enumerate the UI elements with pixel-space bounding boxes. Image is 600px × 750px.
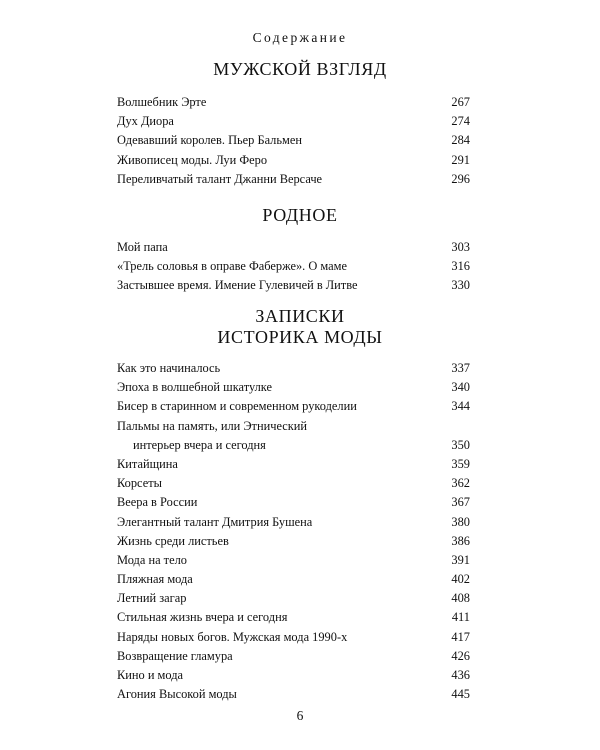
toc-entry[interactable] [117,551,470,570]
toc-entry[interactable] [117,170,470,189]
toc-entry-page: 386 [451,533,470,548]
toc-entry-title: Мода на тело [117,552,187,567]
toc-entry-page: 359 [451,456,470,471]
toc-entry-page: 316 [451,259,470,274]
running-head: Содержание [252,30,348,45]
toc-entry[interactable] [117,455,470,474]
toc-entry[interactable] [117,685,470,704]
toc-entry-title: Застывшее время. Имение Гулевичей в Литве [117,278,358,293]
toc-entry-title: Корсеты [117,476,162,491]
toc-entry-title: Как это начиналось [117,361,221,375]
toc-entry[interactable] [117,397,470,416]
toc-entry[interactable] [117,359,470,378]
toc-entry[interactable] [117,257,470,276]
toc-entry-page: 340 [451,380,470,395]
toc-entry-title: «Трель соловья в оправе Фаберже». О маме [117,259,348,274]
toc-entry-title: Элегантный талант Дмитрия Бушена [117,514,313,529]
toc-entry-page: 411 [451,610,470,625]
toc-entry-title: Стильная жизнь вчера и сегодня [117,610,288,625]
toc-entry-page: 337 [451,360,470,375]
toc-entry-page: 391 [451,552,470,567]
toc-entry[interactable] [117,238,470,257]
toc-list-fashion-history [117,359,470,704]
section-title-line: ИСТОРИКА МОДЫ [217,327,383,347]
toc-entry[interactable] [117,493,470,512]
toc-entry-page: 445 [451,687,470,702]
toc-list-male-gaze [117,93,470,189]
toc-entry-page: 380 [451,514,470,529]
toc-entry[interactable] [117,647,470,666]
section-title-line: РОДНОЕ [262,205,338,225]
toc-entry-title: Бисер в старинном и современном рукоделии [117,399,357,414]
toc-entry-page: 296 [451,171,470,186]
toc-entry-page: 344 [451,399,470,414]
toc-entry[interactable] [117,474,470,493]
toc-entry-title: Дух Диора [117,114,174,129]
toc-entry-title: Агония Высокой моды [117,687,237,702]
toc-entry[interactable] [117,276,470,295]
toc-entry-title: Мой папа [117,240,168,254]
toc-entry-title: Веера в России [117,495,198,510]
toc-entry[interactable] [117,589,470,608]
toc-entry-page: 274 [451,114,470,129]
toc-entry[interactable] [117,112,470,131]
toc-entry-page: 350 [451,437,470,452]
toc-entry-page: 408 [451,591,470,606]
toc-entry-page: 303 [451,239,470,254]
page-number: 6 [296,708,304,723]
toc-entry[interactable] [117,417,470,455]
toc-entry-title: Одевавший королев. Пьер Бальмен [117,133,302,148]
toc-entry-title: Наряды новых богов. Мужская мода 1990-х [117,629,348,644]
toc-entry-page: 362 [451,476,470,491]
toc-entry-title: Возвращение гламура [117,648,233,663]
section-title-line: ЗАПИСКИ [255,306,345,326]
toc-entry-page: 267 [451,94,470,109]
toc-entry-title: Летний загар [117,591,187,606]
toc-entry-page: 291 [451,152,470,167]
toc-entry[interactable] [117,131,470,150]
toc-entry[interactable] [117,378,470,397]
toc-entry-page: 426 [451,648,470,663]
toc-entry[interactable] [117,513,470,532]
toc-entry-page: 330 [451,278,470,293]
section-title-native [0,205,600,226]
toc-entry-page: 284 [451,133,470,148]
toc-entry[interactable] [117,666,470,685]
toc-entry-title: Эпоха в волшебной шкатулке [117,380,273,395]
toc-entry-title: Живописец моды. Луи Феро [117,152,268,167]
toc-list-native [117,238,470,296]
toc-entry[interactable] [117,628,470,647]
toc-entry-title: Пальмы на память, или Этнический интерьер вчера и сегодня [117,418,308,452]
toc-entry-title: Жизнь среди листьев [117,533,229,548]
toc-entry[interactable] [117,151,470,170]
toc-entry[interactable] [117,608,470,627]
section-title-male-gaze [0,59,600,80]
toc-entry[interactable] [117,93,470,112]
toc-entry-title: Волшебник Эрте [117,95,207,109]
section-title-line: МУЖСКОЙ ВЗГЛЯД [213,59,387,79]
toc-entry-title: Пляжная мода [117,572,193,587]
toc-entry[interactable] [117,532,470,551]
toc-entry-page: 436 [451,668,470,682]
toc-entry-page: 417 [451,629,470,644]
section-title-fashion-history [0,306,600,348]
toc-entry-title: Кино и мода [117,668,184,683]
toc-entry-title: Переливчатый талант Джанни Версаче [117,171,323,186]
toc-entry-title: Китайщина [117,456,178,471]
toc-entry-page: 402 [451,572,470,587]
toc-entry-page: 367 [451,495,470,510]
toc-entry[interactable] [117,570,470,589]
